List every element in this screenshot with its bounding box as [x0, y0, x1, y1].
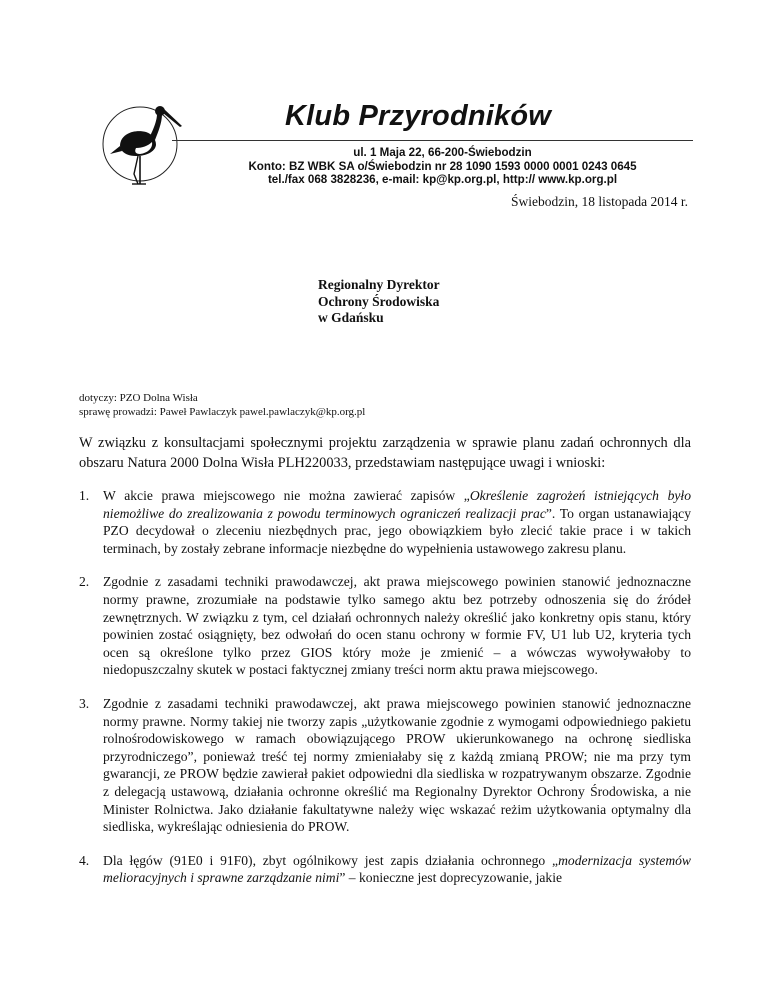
handled-by-line: sprawę prowadzi: Paweł Pawlaczyk pawel.pawlaczyk@kp.org.pl [79, 405, 366, 418]
reference-block [79, 392, 365, 419]
phone-email-web-line: tel./fax 068 3828236, e-mail: kp@kp.org.pl, http:// www.kp.org.pl [267, 173, 618, 187]
recipient-block [318, 277, 440, 327]
recipient-line-1: Regionalny Dyrektor [318, 277, 440, 292]
remark-text: ”. To organ ustanawiający PZO decydował o zleceniu niezbędnych prac, jego obowiązkiem było zlecić takie prace i w takich terminach, by zostały zebrane informacje niezbędne do wypełnienia ustawowego zakresu planu. [103, 505, 691, 556]
recipient-line-3: w Gdańsku [318, 310, 384, 325]
intro-paragraph: W związku z konsultacjami społecznymi projektu zarządzenia w sprawie planu zadań ochronnych dla obszaru Natura 2000 Dolna Wisła PLH220033, przedstawiam następujące uwagi i wnioski: [79, 435, 691, 471]
remark-number: 2. [79, 574, 90, 590]
letter-date: Świebodzin, 18 listopada 2014 r. [511, 194, 688, 209]
remark-text: Dla łęgów (91E0 i 91F0), zbyt ogólnikowy jest zapis działania ochronnego „ [103, 852, 559, 868]
recipient-line-2: Ochrony Środowiska [318, 293, 440, 309]
remark-item [79, 852, 691, 887]
remark-number: 1. [79, 488, 90, 503]
remark-quote: modernizacja systemów melioracyjnych i sprawne zarządzanie nimi [103, 852, 691, 886]
contact-block [195, 146, 690, 187]
bank-account-line: Konto: BZ WBK SA o/Świebodzin nr 28 1090 1593 0000 0001 0243 0645 [248, 159, 637, 173]
remark-text: Zgodnie z zasadami techniki prawodawczej, akt prawa miejscowego powinien stanowić jednoznaczne normy prawne. Normy takiej nie tworzy zapis „użytkowanie zgodnie z wymogami odpowiedniego pakietu rolnośrodowiskowego w ramach obowiązującego PROW ukierunkowanego na ochronę siedliska przyrodniczego”, ponieważ treść tej normy zmieniałaby się z każdą zmianą PROW; nie ma przy tym gwarancji, ze PROW będzie zawierał pakiet odpowiedni dla siedliska w rozpatrywanym obszarze. Zgodnie z delegacją ustawową, działania ochronne określić ma Regionalny Dyrektor Ochrony Środowiska, a nie Minister Rolnictwa. Jako działanie fakultatywne należy więc wskazać reżim użytkowania optymalny dla siedliska, wykreślając odniesienia do PROW. [103, 695, 691, 835]
stork-logo-icon [102, 96, 186, 196]
remark-number: 4. [79, 852, 90, 868]
remark-item [79, 573, 691, 679]
remark-text: W akcie prawa miejscowego nie można zawierać zapisów „ [103, 488, 470, 503]
club-name: Klub Przyrodników [285, 100, 552, 132]
remark-item [79, 695, 691, 836]
remark-text: Zgodnie z zasadami techniki prawodawczej, akt prawa miejscowego powinien stanowić jednoznaczne normy prawne, zrozumiałe na podstawie tylko samego aktu bez potrzeby odnoszenia się do źródeł zewnętrznych. W związku z tym, cel działań ochronnych należy określić jako konkretny opis stanu, który powinien zostać osiągnięty, bez odwołań do ocen stanu ochrony w formie FV, U1 lub U2, kryteria tych ocen są określone tylko przez GIOS który może je zmienić – a wówczas wywoływałoby to niedopuszczalny skutek w postaci faktycznej zmiany treści norm aktu prawa miejscowego. [103, 574, 691, 678]
header-divider [172, 140, 693, 141]
remark-text: ” – konieczne jest doprecyzowanie, jakie [339, 870, 563, 886]
regarding-line: dotyczy: PZO Dolna Wisła [79, 392, 198, 404]
remark-item [79, 487, 691, 557]
address-line: ul. 1 Maja 22, 66-200-Świebodzin [353, 146, 532, 159]
remark-number: 3. [79, 695, 90, 711]
remarks-list [79, 487, 691, 903]
remark-quote: Określenie zagrożeń istniejących było niemożliwe do zrealizowania z powodu terminowych ograniczeń realizacji prac [103, 488, 691, 521]
